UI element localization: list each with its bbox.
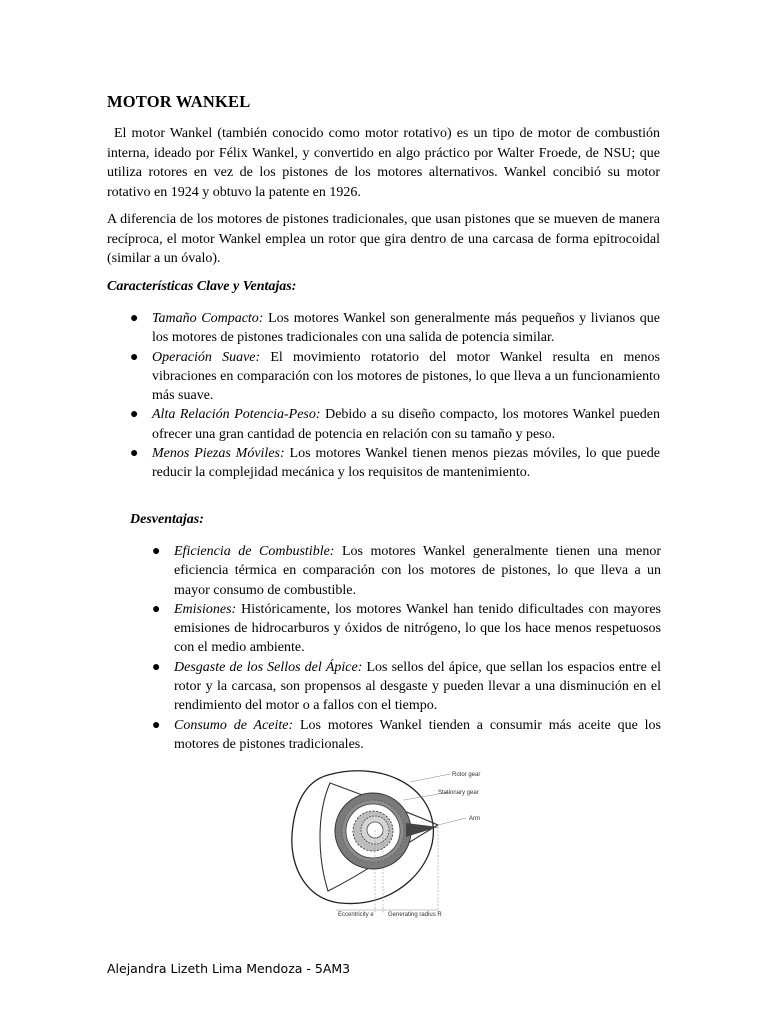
item-term: Alta Relación Potencia-Peso: <box>152 407 321 423</box>
intro-paragraph: El motor Wankel (también conocido como motor rotativo) es un tipo de motor de combustión interna, ideado por Félix Wankel, y convertido en algo práctico por Walter Froede, de NSU; que utiliza rotores en vez de los pistones de los motores alternativos. Wankel concibió su motor rotativo en 1924 y obtuvo la patente en 1926. <box>107 126 660 200</box>
item-text: Históricamente, los motores Wankel han tenido dificultades con mayores emisiones de hidrocarburos y óxidos de nitrógeno, lo que los hace menos respetuosos con el medio ambiente. <box>174 601 661 656</box>
list-item <box>152 716 661 755</box>
bullet-icon: ● <box>130 407 139 423</box>
item-term: Emisiones: <box>174 601 237 617</box>
label-eccentricity: Eccentricity e <box>338 912 374 918</box>
bullet-icon: ● <box>152 717 161 733</box>
item-term: Eficiencia de Combustible: <box>174 544 335 559</box>
label-stationary-gear: Stationary gear <box>438 790 479 796</box>
list-item <box>152 542 661 600</box>
advantages-list <box>130 309 660 483</box>
bullet-icon: ● <box>130 446 139 462</box>
item-text: Debido a su diseño compacto, los motores Wankel pueden ofrecer una gran cantidad de potencia en relación con su tamaño y peso. <box>152 407 661 442</box>
document-title: MOTOR WANKEL <box>107 92 251 111</box>
item-text: Los motores Wankel son generalmente más pequeños y livianos que los motores de pistones tradicionales con una salida de potencia similar. <box>152 311 660 346</box>
item-text: Los motores Wankel generalmente tienen una menor eficiencia térmica en comparación con los motores de pistones, lo que lleva a un mayor consumo de combustible. <box>174 544 661 598</box>
footer-author: Alejandra Lizeth Lima Mendoza - 5AM3 <box>107 961 351 976</box>
disadvantages-list <box>152 542 661 754</box>
list-item <box>152 600 661 658</box>
list-item <box>130 444 660 483</box>
item-text: Los motores Wankel tienden a consumir más aceite que los motores de pistones tradicionales. <box>174 717 661 752</box>
item-term: Tamaño Compacto: <box>152 311 264 326</box>
item-text: Los motores Wankel tienen menos piezas móviles, lo que puede reducir la complejidad mecánica y los requisitos de mantenimiento. <box>152 446 660 481</box>
list-item <box>130 405 660 444</box>
item-term: Operación Suave: <box>152 349 261 365</box>
bullet-icon: ● <box>152 544 161 559</box>
disadvantages-heading: Desventajas: <box>130 512 204 527</box>
item-term: Desgaste de los Sellos del Ápice: <box>174 659 363 675</box>
label-arm: Arm <box>469 816 480 822</box>
bullet-icon: ● <box>130 311 139 326</box>
bullet-icon: ● <box>130 349 139 365</box>
list-item <box>152 658 661 716</box>
label-rotor-gear: Rotor gear <box>452 772 481 778</box>
list-item <box>130 348 660 406</box>
advantages-heading: Características Clave y Ventajas: <box>107 279 297 294</box>
list-item <box>130 309 660 348</box>
item-term: Menos Piezas Móviles: <box>152 446 285 462</box>
comparison-paragraph: A diferencia de los motores de pistones tradicionales, que usan pistones que se mueven de manera recíproca, el motor Wankel emplea un rotor que gira dentro de una carcasa de forma epitrocoidal (similar a un óvalo). <box>107 212 660 266</box>
item-term: Consumo de Aceite: <box>174 717 294 733</box>
item-text: El movimiento rotatorio del motor Wankel resulta en menos vibraciones en comparación con los motores de pistones, lo que lleva a un funcionamiento más suave. <box>152 349 660 404</box>
bullet-icon: ● <box>152 601 161 617</box>
wankel-diagram <box>288 763 488 923</box>
bullet-icon: ● <box>152 659 161 675</box>
item-text: Los sellos del ápice, que sellan los espacios entre el rotor y la carcasa, son propensos al desgaste y pueden llevar a una disminución en el rendimiento del motor o a fallos con el tiempo. <box>174 659 661 714</box>
label-generating-radius: Generating radius R <box>388 912 442 918</box>
